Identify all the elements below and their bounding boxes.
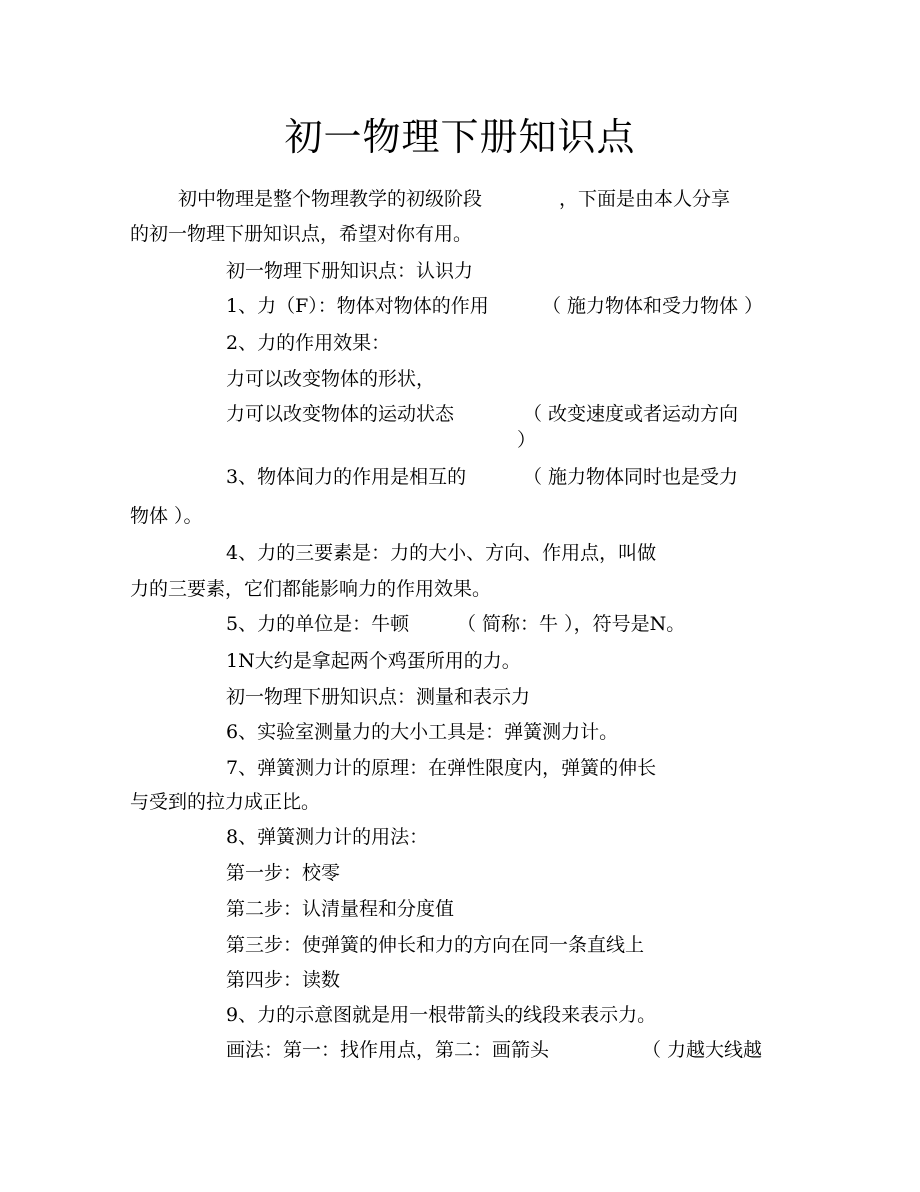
point-2-effect-shape: 力可以改变物体的形状， bbox=[226, 368, 436, 390]
text-segment: （ 力越大线越 bbox=[642, 1039, 763, 1061]
text-segment: 初中物理是整个物理教学的初级阶段 bbox=[178, 188, 483, 210]
step-2: 第二步：认清量程和分度值 bbox=[226, 898, 455, 920]
point-3 bbox=[226, 464, 739, 490]
point-5-note: 1N大约是拿起两个鸡蛋所用的力。 bbox=[226, 650, 521, 672]
text-segment: ，下面是由本人分享 bbox=[559, 188, 731, 210]
document-title: 初一物理下册知识点 bbox=[284, 115, 636, 159]
text-segment: 力可以改变物体的运动状态 bbox=[226, 403, 455, 425]
point-7-continued: 与受到的拉力成正比。 bbox=[130, 791, 321, 813]
section-heading-recognize-force: 初一物理下册知识点：认识力 bbox=[226, 260, 474, 282]
point-7: 7、弹簧测力计的原理：在弹性限度内，弹簧的伸长 bbox=[226, 757, 657, 779]
point-8: 8、弹簧测力计的用法： bbox=[226, 826, 429, 848]
paragraph-intro-line-1 bbox=[178, 186, 731, 212]
point-9: 9、力的示意图就是用一根带箭头的线段来表示力。 bbox=[226, 1004, 657, 1026]
point-6: 6、实验室测量力的大小工具是：弹簧测力计。 bbox=[226, 721, 619, 743]
point-9-method bbox=[226, 1037, 763, 1063]
point-4: 4、力的三要素是：力的大小、方向、作用点，叫做 bbox=[226, 542, 657, 564]
point-2-effect-motion bbox=[226, 401, 739, 427]
point-2: 2、力的作用效果： bbox=[226, 332, 391, 354]
text-segment: （ 改变速度或者运动方向 bbox=[523, 403, 739, 425]
section-heading-measure-force: 初一物理下册知识点：测量和表示力 bbox=[226, 686, 531, 708]
point-3-continued: 物体 ）。 bbox=[130, 505, 203, 527]
point-2-close-paren: ） bbox=[517, 429, 537, 451]
text-segment: 画法：第一：找作用点，第二：画箭头 bbox=[226, 1039, 550, 1061]
step-3: 第三步：使弹簧的伸长和力的方向在同一条直线上 bbox=[226, 934, 645, 956]
text-segment: （ 施力物体同时也是受力 bbox=[523, 466, 739, 488]
paragraph-intro-line-2: 的初一物理下册知识点，希望对你有用。 bbox=[130, 223, 473, 245]
step-1: 第一步：校零 bbox=[226, 862, 341, 884]
text-segment: 3、物体间力的作用是相互的 bbox=[226, 466, 467, 488]
point-1 bbox=[226, 293, 764, 319]
point-5 bbox=[226, 611, 686, 637]
point-4-continued: 力的三要素，它们都能影响力的作用效果。 bbox=[130, 578, 492, 600]
text-segment: （ 简称：牛 ），符号是N。 bbox=[457, 613, 686, 635]
text-segment: 5、力的单位是：牛顿 bbox=[226, 613, 410, 635]
text-segment: （ 施力物体和受力物体 ） bbox=[542, 295, 764, 317]
text-segment: 1、力（F）：物体对物体的作用 bbox=[226, 295, 489, 317]
step-4: 第四步：读数 bbox=[226, 969, 341, 991]
